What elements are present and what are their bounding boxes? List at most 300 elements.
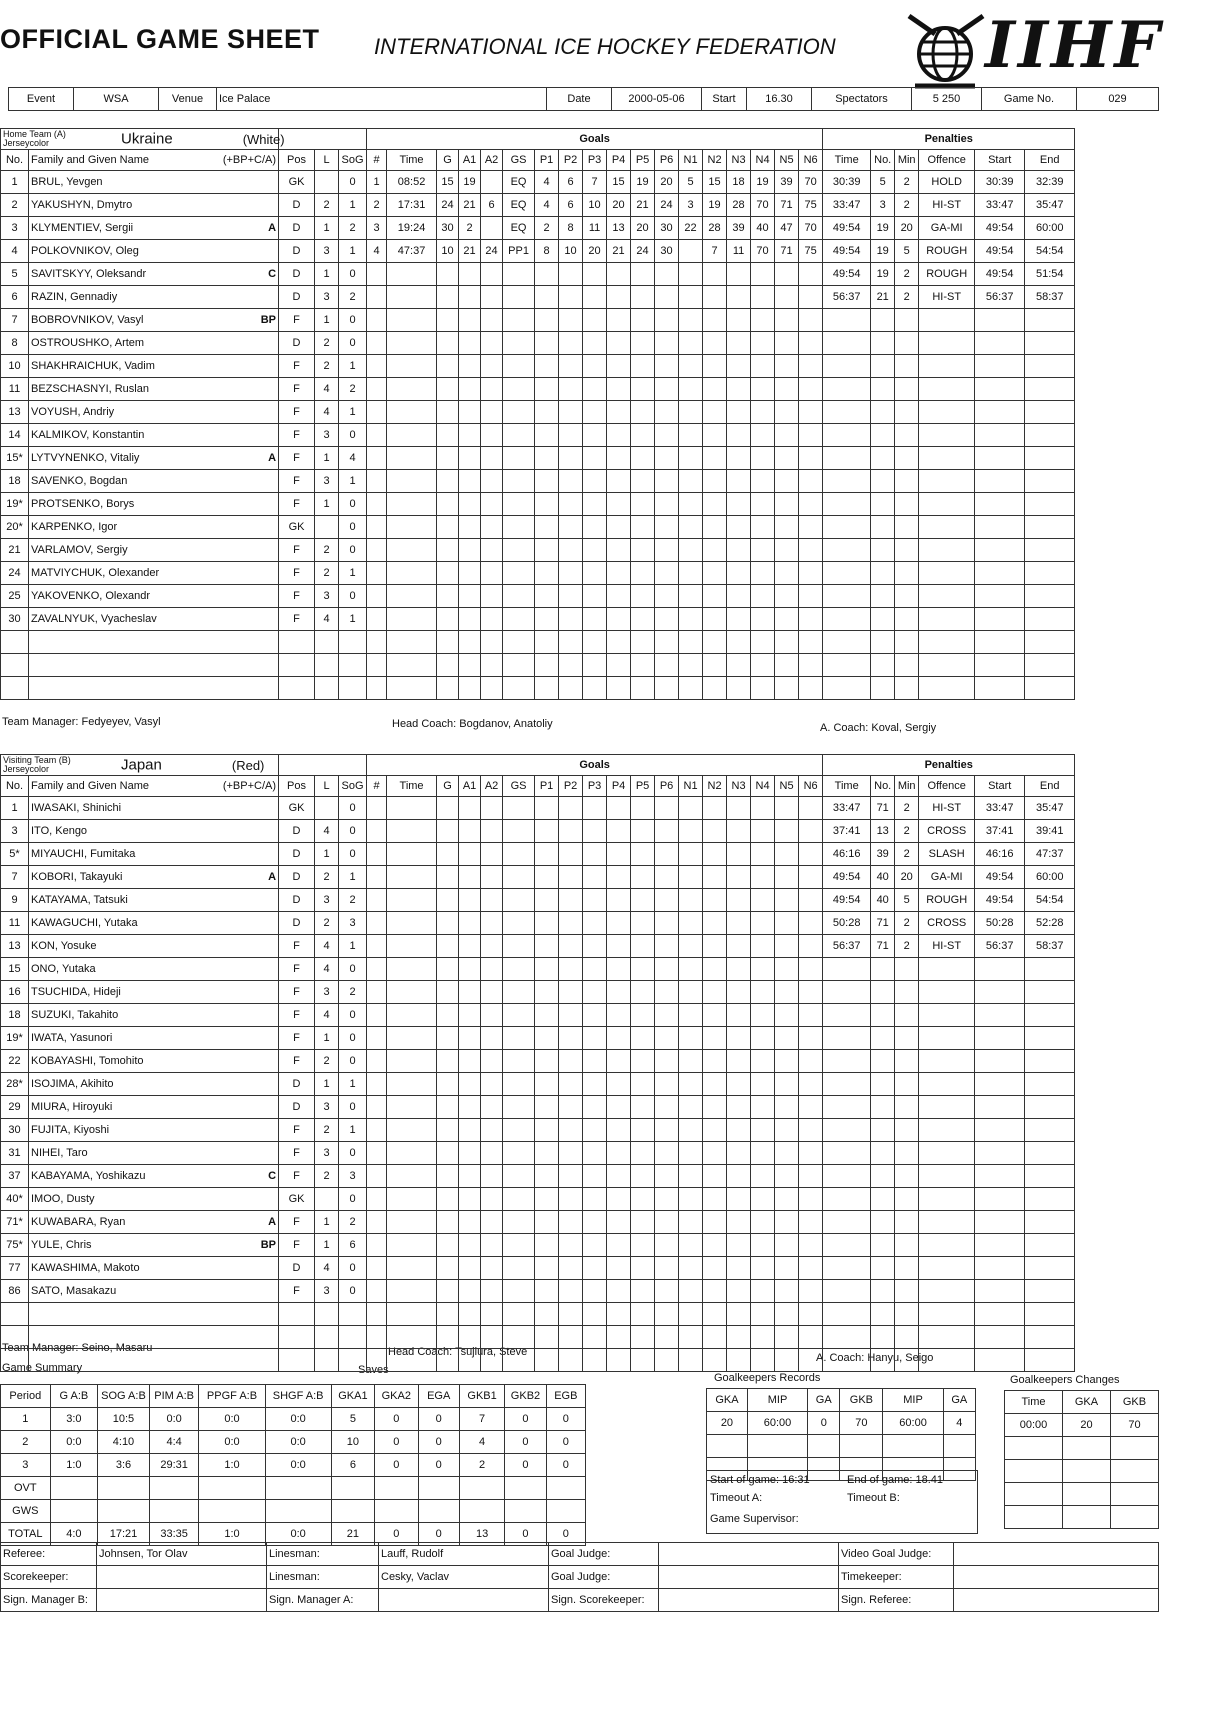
player-sog: 0 — [339, 539, 367, 562]
empty-cell — [775, 1234, 799, 1257]
empty-cell — [727, 1096, 751, 1119]
home-player-row — [1, 470, 1075, 493]
empty-cell — [559, 309, 583, 332]
empty-cell — [975, 958, 1025, 981]
empty-cell — [459, 1280, 481, 1303]
empty-cell — [367, 1165, 387, 1188]
empty-cell — [871, 654, 895, 677]
summary-cell: 21 — [331, 1523, 374, 1546]
empty-cell — [481, 355, 503, 378]
penalty-cell: 46:16 — [975, 843, 1025, 866]
col-goal-header: P2 — [559, 150, 583, 171]
empty-cell — [799, 1188, 823, 1211]
empty-cell — [975, 981, 1025, 1004]
player-number: 2 — [1, 194, 29, 217]
goal-cell: 47:37 — [387, 240, 437, 263]
empty-cell — [459, 424, 481, 447]
empty-cell — [387, 1188, 437, 1211]
empty-cell — [607, 797, 631, 820]
summary-header: Period — [1, 1385, 51, 1408]
player-sog: 0 — [339, 1280, 367, 1303]
player-line: 4 — [315, 958, 339, 981]
summary-header: SHGF A:B — [265, 1385, 331, 1408]
summary-cell: 0:0 — [265, 1454, 331, 1477]
player-number: 18 — [1, 470, 29, 493]
home-player-row — [1, 171, 1075, 194]
empty-cell — [895, 493, 919, 516]
empty-cell — [481, 309, 503, 332]
empty-cell — [975, 1096, 1025, 1119]
player-number: 14 — [1, 424, 29, 447]
player-number: 40* — [1, 1188, 29, 1211]
empty-cell — [799, 820, 823, 843]
player-name-cell — [29, 217, 279, 240]
empty-cell — [727, 1004, 751, 1027]
empty-cell — [975, 539, 1025, 562]
player-name: MIYAUCHI, Fumitaka — [31, 848, 136, 860]
goal-cell: 39 — [727, 217, 751, 240]
summary-cell: 0:0 — [265, 1523, 331, 1546]
empty-cell — [583, 866, 607, 889]
empty-cell — [387, 447, 437, 470]
summary-cell: 0 — [375, 1523, 418, 1546]
player-line: 2 — [315, 355, 339, 378]
empty-cell — [481, 1280, 503, 1303]
empty-cell — [679, 1165, 703, 1188]
col-sog-header: SoG — [339, 776, 367, 797]
empty-cell — [583, 912, 607, 935]
empty-cell — [919, 355, 975, 378]
player-line: 3 — [315, 424, 339, 447]
summary-cell: 2 — [1, 1431, 51, 1454]
player-sog: 0 — [339, 843, 367, 866]
player-name-cell — [29, 1257, 279, 1280]
penalty-cell: 71 — [871, 912, 895, 935]
player-name-cell — [29, 355, 279, 378]
empty-cell — [799, 1349, 823, 1372]
empty-cell — [387, 309, 437, 332]
empty-cell — [1025, 401, 1075, 424]
goal-cell: 3 — [367, 217, 387, 240]
empty-cell — [703, 378, 727, 401]
empty-cell — [1025, 1303, 1075, 1326]
empty-cell — [703, 654, 727, 677]
summary-cell: TOTAL — [1, 1523, 51, 1546]
gk-records-table — [706, 1388, 976, 1481]
player-name-cell — [29, 585, 279, 608]
empty-cell — [481, 889, 503, 912]
empty-cell — [655, 843, 679, 866]
empty-cell — [631, 263, 655, 286]
penalty-cell: 20 — [895, 866, 919, 889]
empty-cell — [655, 1211, 679, 1234]
empty-cell — [503, 1280, 535, 1303]
empty-cell — [727, 677, 751, 700]
empty-cell — [1, 631, 29, 654]
empty-cell — [367, 1004, 387, 1027]
penalty-cell: 49:54 — [975, 217, 1025, 240]
empty-cell — [607, 378, 631, 401]
empty-cell — [315, 677, 339, 700]
empty-cell — [631, 493, 655, 516]
player-name-cell — [29, 309, 279, 332]
player-line: 1 — [315, 217, 339, 240]
empty-cell — [559, 820, 583, 843]
empty-cell — [703, 539, 727, 562]
empty-cell — [631, 355, 655, 378]
col-goal-header: A1 — [459, 150, 481, 171]
empty-cell — [655, 797, 679, 820]
empty-cell — [871, 401, 895, 424]
col-name-header — [29, 776, 279, 797]
gk-changes-caption: Goalkeepers Changes — [1010, 1374, 1120, 1386]
empty-cell — [367, 332, 387, 355]
player-number: 6 — [1, 286, 29, 309]
summary-cell — [149, 1477, 199, 1500]
empty-cell — [751, 958, 775, 981]
empty-cell — [823, 608, 871, 631]
empty-cell — [823, 1050, 871, 1073]
empty-cell — [481, 539, 503, 562]
empty-cell — [481, 562, 503, 585]
empty-cell — [535, 309, 559, 332]
col-goal-header: N2 — [703, 150, 727, 171]
empty-cell — [535, 866, 559, 889]
player-line: 1 — [315, 843, 339, 866]
empty-cell — [559, 1073, 583, 1096]
penalty-cell: 49:54 — [823, 263, 871, 286]
summary-cell: 0:0 — [199, 1431, 265, 1454]
player-name-cell — [29, 263, 279, 286]
player-pos: F — [279, 1211, 315, 1234]
player-number: 77 — [1, 1257, 29, 1280]
empty-cell — [535, 447, 559, 470]
empty-cell — [895, 378, 919, 401]
penalty-cell: 58:37 — [1025, 935, 1075, 958]
empty-cell — [503, 493, 535, 516]
visitor-team-manager: Team Manager: Seino, Masaru — [2, 1342, 153, 1354]
empty-cell — [895, 654, 919, 677]
empty-cell — [1111, 1437, 1159, 1460]
empty-cell — [503, 1326, 535, 1349]
penalty-cell: 3 — [871, 194, 895, 217]
empty-cell — [799, 1280, 823, 1303]
empty-cell — [503, 1165, 535, 1188]
empty-cell — [871, 1050, 895, 1073]
empty-cell — [437, 585, 459, 608]
player-line: 3 — [315, 1096, 339, 1119]
empty-cell — [607, 1257, 631, 1280]
empty-cell — [583, 935, 607, 958]
visitor-player-row — [1, 1004, 1075, 1027]
empty-cell — [775, 447, 799, 470]
empty-cell — [1025, 1280, 1075, 1303]
empty-cell — [481, 470, 503, 493]
summary-cell: 0:0 — [265, 1408, 331, 1431]
empty-cell — [775, 631, 799, 654]
empty-cell — [1025, 539, 1075, 562]
empty-cell — [387, 424, 437, 447]
empty-cell — [481, 378, 503, 401]
empty-cell — [727, 866, 751, 889]
empty-cell — [459, 1303, 481, 1326]
player-line: 3 — [315, 889, 339, 912]
empty-cell — [607, 332, 631, 355]
empty-cell — [437, 1004, 459, 1027]
player-sog: 1 — [339, 470, 367, 493]
empty-cell — [799, 263, 823, 286]
penalty-cell: 49:54 — [823, 240, 871, 263]
empty-cell — [975, 1349, 1025, 1372]
empty-cell — [437, 1027, 459, 1050]
empty-cell — [583, 631, 607, 654]
empty-cell — [975, 1303, 1025, 1326]
summary-cell — [149, 1500, 199, 1523]
summary-cell: 2 — [459, 1454, 504, 1477]
empty-cell — [459, 516, 481, 539]
empty-cell — [703, 516, 727, 539]
empty-cell — [727, 981, 751, 1004]
player-name: KON, Yosuke — [31, 940, 97, 952]
empty-cell — [1025, 654, 1075, 677]
empty-cell — [503, 401, 535, 424]
empty-cell — [631, 332, 655, 355]
empty-cell — [631, 1096, 655, 1119]
empty-cell — [679, 608, 703, 631]
goal-cell: 28 — [727, 194, 751, 217]
empty-cell — [703, 677, 727, 700]
empty-cell — [679, 424, 703, 447]
empty-cell — [459, 562, 481, 585]
empty-cell — [607, 608, 631, 631]
col-pen-header: Time — [823, 150, 871, 171]
video-judge-label: Video Goal Judge: — [839, 1543, 954, 1566]
empty-cell — [919, 1303, 975, 1326]
empty-cell — [437, 1142, 459, 1165]
empty-cell — [631, 654, 655, 677]
empty-cell — [775, 1188, 799, 1211]
empty-cell — [703, 608, 727, 631]
goal-cell: 5 — [679, 171, 703, 194]
empty-cell — [799, 355, 823, 378]
player-number: 86 — [1, 1280, 29, 1303]
player-name: IWASAKI, Shinichi — [31, 802, 122, 814]
empty-cell — [437, 401, 459, 424]
summary-cell — [98, 1500, 150, 1523]
empty-cell — [559, 1050, 583, 1073]
empty-cell — [655, 1303, 679, 1326]
empty-cell — [808, 1435, 840, 1458]
empty-cell — [1063, 1437, 1111, 1460]
empty-cell — [481, 1234, 503, 1257]
empty-cell — [367, 263, 387, 286]
empty-cell — [871, 493, 895, 516]
empty-cell — [387, 608, 437, 631]
empty-cell — [1005, 1483, 1063, 1506]
penalty-cell: 56:37 — [975, 935, 1025, 958]
col-goal-header: N4 — [751, 150, 775, 171]
empty-cell — [559, 866, 583, 889]
empty-cell — [631, 981, 655, 1004]
col-goal-time-header: Time — [387, 150, 437, 171]
empty-cell — [481, 1188, 503, 1211]
player-number: 21 — [1, 539, 29, 562]
player-number: 5* — [1, 843, 29, 866]
empty-cell — [387, 1257, 437, 1280]
empty-cell — [679, 1073, 703, 1096]
empty-cell — [895, 1096, 919, 1119]
player-name-cell — [29, 424, 279, 447]
col-goal-header: N6 — [799, 776, 823, 797]
goal-cell — [679, 240, 703, 263]
empty-cell — [535, 562, 559, 585]
empty-cell — [727, 797, 751, 820]
empty-cell — [387, 797, 437, 820]
empty-cell — [895, 562, 919, 585]
player-name: MATVIYCHUK, Olexander — [31, 567, 160, 579]
empty-cell — [607, 562, 631, 585]
empty-cell — [751, 654, 775, 677]
empty-cell — [583, 1280, 607, 1303]
empty-cell — [535, 843, 559, 866]
penalty-cell: 5 — [895, 889, 919, 912]
empty-cell — [279, 677, 315, 700]
penalty-cell: 56:37 — [823, 935, 871, 958]
player-line: 1 — [315, 1073, 339, 1096]
player-line: 4 — [315, 1004, 339, 1027]
summary-cell — [50, 1500, 98, 1523]
empty-cell — [727, 401, 751, 424]
empty-cell — [367, 470, 387, 493]
empty-cell — [503, 981, 535, 1004]
empty-cell — [559, 1119, 583, 1142]
penalty-cell: 49:54 — [975, 889, 1025, 912]
empty-cell — [703, 889, 727, 912]
empty-cell — [655, 1050, 679, 1073]
empty-cell — [437, 1326, 459, 1349]
empty-cell — [823, 539, 871, 562]
empty-cell — [559, 1234, 583, 1257]
empty-cell — [459, 958, 481, 981]
empty-cell — [387, 1027, 437, 1050]
empty-cell — [535, 516, 559, 539]
empty-cell — [655, 1257, 679, 1280]
empty-cell — [703, 1119, 727, 1142]
home-player-row — [1, 309, 1075, 332]
player-pos: F — [279, 585, 315, 608]
gk-record-cell: 0 — [808, 1412, 840, 1435]
goal-cell — [481, 171, 503, 194]
empty-cell — [775, 912, 799, 935]
goal-cell: EQ — [503, 217, 535, 240]
home-player-row — [1, 401, 1075, 424]
empty-cell — [387, 263, 437, 286]
empty-cell — [871, 1142, 895, 1165]
summary-cell: 4:4 — [149, 1431, 199, 1454]
summary-cell — [418, 1477, 459, 1500]
col-goal-header: GS — [503, 776, 535, 797]
sign-manager-a-label: Sign. Manager A: — [267, 1589, 379, 1612]
empty-cell — [315, 1326, 339, 1349]
empty-cell — [823, 401, 871, 424]
empty-cell — [703, 332, 727, 355]
empty-cell — [727, 889, 751, 912]
empty-cell — [919, 631, 975, 654]
empty-cell — [387, 1096, 437, 1119]
player-name-cell — [29, 332, 279, 355]
col-goal-header: N4 — [751, 776, 775, 797]
empty-cell — [631, 516, 655, 539]
empty-cell — [799, 1234, 823, 1257]
empty-cell — [481, 820, 503, 843]
empty-cell — [799, 1027, 823, 1050]
player-role: A — [268, 871, 277, 883]
empty-cell — [775, 981, 799, 1004]
home-team-name: Ukraine — [121, 130, 173, 148]
penalty-cell: 2 — [895, 935, 919, 958]
goal-cell: 6 — [559, 171, 583, 194]
empty-cell — [481, 1073, 503, 1096]
empty-cell — [535, 1349, 559, 1372]
empty-cell — [975, 562, 1025, 585]
penalty-cell: 60:00 — [1025, 217, 1075, 240]
empty-cell — [631, 866, 655, 889]
col-goal-header: N3 — [727, 150, 751, 171]
empty-cell — [367, 1027, 387, 1050]
player-name-cell — [29, 889, 279, 912]
player-line: 3 — [315, 286, 339, 309]
empty-cell — [387, 585, 437, 608]
empty-cell — [481, 1027, 503, 1050]
player-number: 15* — [1, 447, 29, 470]
empty-cell — [871, 1349, 895, 1372]
player-pos: F — [279, 1165, 315, 1188]
goal-cell: 70 — [751, 240, 775, 263]
goal-cell: 21 — [459, 240, 481, 263]
penalty-cell: 21 — [871, 286, 895, 309]
empty-cell — [631, 608, 655, 631]
player-sog: 1 — [339, 1073, 367, 1096]
empty-cell — [727, 355, 751, 378]
empty-cell — [459, 677, 481, 700]
penalty-cell: ROUGH — [919, 263, 975, 286]
player-sog: 1 — [339, 935, 367, 958]
empty-cell — [367, 866, 387, 889]
empty-cell — [703, 493, 727, 516]
empty-cell — [559, 958, 583, 981]
empty-cell — [799, 1165, 823, 1188]
summary-cell: 0 — [418, 1431, 459, 1454]
empty-cell — [503, 378, 535, 401]
empty-cell — [727, 493, 751, 516]
empty-cell — [895, 1349, 919, 1372]
empty-cell — [799, 286, 823, 309]
empty-cell — [751, 1027, 775, 1050]
empty-cell — [459, 889, 481, 912]
empty-cell — [799, 1004, 823, 1027]
empty-cell — [535, 1119, 559, 1142]
empty-cell — [583, 654, 607, 677]
empty-cell — [919, 309, 975, 332]
player-name: LYTVYNENKO, Vitaliy — [31, 452, 140, 464]
empty-cell — [975, 355, 1025, 378]
player-sog: 0 — [339, 1027, 367, 1050]
player-name-cell — [29, 539, 279, 562]
empty-cell — [871, 1211, 895, 1234]
empty-cell — [583, 1165, 607, 1188]
empty-cell — [631, 889, 655, 912]
empty-cell — [631, 820, 655, 843]
